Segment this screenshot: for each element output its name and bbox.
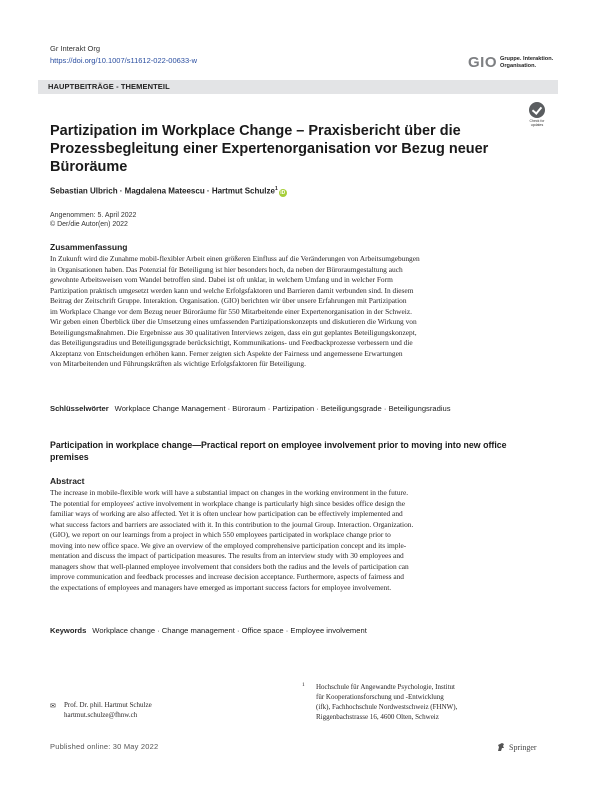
abstract-de-text: In Zukunft wird die Zunahme mobil-flexibler Arbeit einen größeren Einfluss auf die Veränderungen von Arbeitsumgebungen in Organisationen haben. Das Potenzial für Beteiligung ist hier besonders hoch, da neben der Büroraumgestaltung auch gewohnte Arbeitsweisen vom Wandel betroffen sind. Dabei ist oft unklar, in welchem Umfang und in welcher Form Partizipation praktisch umgesetzt werden kann und welche Erfolgsfaktoren und Barrieren damit verbunden sind. In diesem Beitrag der Zeitschrift Gruppe. Interaktion. Organisation. (GIO) berichten wir über unsere Erfahrungen mit Partizipation im Workplace Change vor dem Bezug neuer Büroräume für 550 Mitarbeitende einer Expertenorganisation in der Schweiz. Wir geben einen Überblick über die Umsetzung eines umfassenden Partizipationskonzepts und diskutieren die Wirkung von Beteiligungsmaßnahmen. Die Ergebnisse aus 30 qualitativen Interviews zeigen, dass ein gut geplantes Beteiligungskonzept, das Beteiligungsradius und Beteiligungsgrade berücksichtigt, Kommunikations- und Feedbackprozesse verbessern und die Akzeptanz von Entscheidungen erhöhen kann. Ferner zeigten sich Aspekte der Fairness und angemessene Erwartungen von Mitarbeitenden und Führungskräften als wichtige Erfolgsfaktoren für Beteiligung. xyxy=(50,254,420,368)
logo-mark: GIO xyxy=(468,54,498,71)
springer-horse-icon xyxy=(496,742,506,752)
keywords-de xyxy=(50,404,451,413)
keywords-de-label: Schlüsselwörter xyxy=(50,404,109,413)
publisher-logo xyxy=(496,742,537,752)
publisher-name: Springer xyxy=(509,742,537,752)
copyright-note: © Der/die Autor(en) 2022 xyxy=(50,221,128,228)
abstract-en-text: The increase in mobile-flexible work will have a substantial impact on changes in the working environment in the future. The potential for employees' active involvement in workplace change is particularly high since besides office design the familiar ways of working are also affected. Yet it is often unclear how participation can be effectively implemented and what success factors and barriers are associated with it. In this contribution to the journal Group. Interaction. Organization. (GIO), we report on our learnings from a project in which 550 employees participated in workplace change prior to moving into new office space. We give an overview of the employed comprehensive participation concept and its imple- mentation and discuss the impact of participation measures. The results from an interview study with 30 employees and managers show that well-planned employee involvement that considers both the radius and the levels of participation can improve communication and feedback processes and increase decision acceptance. Furthermore, aspects of fairness and the expectations of employees and managers have emerged as important success factors for employee involvement. xyxy=(50,488,414,592)
affiliation-sup: 1 xyxy=(274,186,278,192)
authors-text: Sebastian Ulbrich · Magdalena Mateescu · Hartmut Schulze xyxy=(50,186,275,196)
author-list xyxy=(50,186,287,197)
journal-name: Gr Interakt Org xyxy=(50,44,101,53)
keywords-en xyxy=(50,626,367,635)
check-label: Check for updates xyxy=(529,119,545,127)
corresponding-author: ✉ Prof. Dr. phil. Hartmut Schulze hartmut.schulze@fhnw.ch xyxy=(50,701,152,719)
author-email[interactable]: hartmut.schulze@fhnw.ch xyxy=(64,711,138,719)
envelope-icon: ✉ xyxy=(50,702,56,710)
orcid-icon[interactable]: iD xyxy=(280,189,286,196)
section-bar xyxy=(38,80,558,94)
article-title-en: Participation in workplace change—Practical report on employee involvement prior to moving into new office premises xyxy=(50,440,507,462)
affiliation-note: 1 Hochschule für Angewandte Psychologie, Institut für Kooperationsforschung und -Entwicklung (ifk), Fachhochschule Nordwestschweiz (FHNW), Riggenbachstrasse 16, 4600 Olten, Schweiz xyxy=(302,682,458,721)
accepted-date: Angenommen: 5. April 2022 xyxy=(50,212,137,219)
keywords-en-label: Keywords xyxy=(50,626,87,635)
keywords-en-text: Workplace change · Change management · Office space · Employee involvement xyxy=(92,626,367,635)
logo-text: Gruppe. Interaktion. Organisation. xyxy=(500,56,554,69)
journal-logo xyxy=(468,54,553,71)
doi-link[interactable]: https://doi.org/10.1007/s11612-022-00633-w xyxy=(50,56,198,65)
article-title: Partizipation im Workplace Change – Praxisbericht über die Prozessbegleitung einer Expertenorganisation vor Bezug neuer Büroräume xyxy=(50,123,489,175)
check-icon xyxy=(529,102,545,118)
keywords-de-text: Workplace Change Management · Büroraum · Partizipation · Beteiligungsgrade · Beteiligungsradius xyxy=(114,404,451,413)
published-date: Published online: 30 May 2022 xyxy=(50,742,159,751)
section-label: HAUPTBEITRÄGE - THEMENTEIL xyxy=(48,82,170,91)
check-for-updates-badge[interactable] xyxy=(526,102,548,130)
abstract-de-heading: Zusammenfassung xyxy=(50,242,128,252)
abstract-en-heading: Abstract xyxy=(50,476,85,486)
